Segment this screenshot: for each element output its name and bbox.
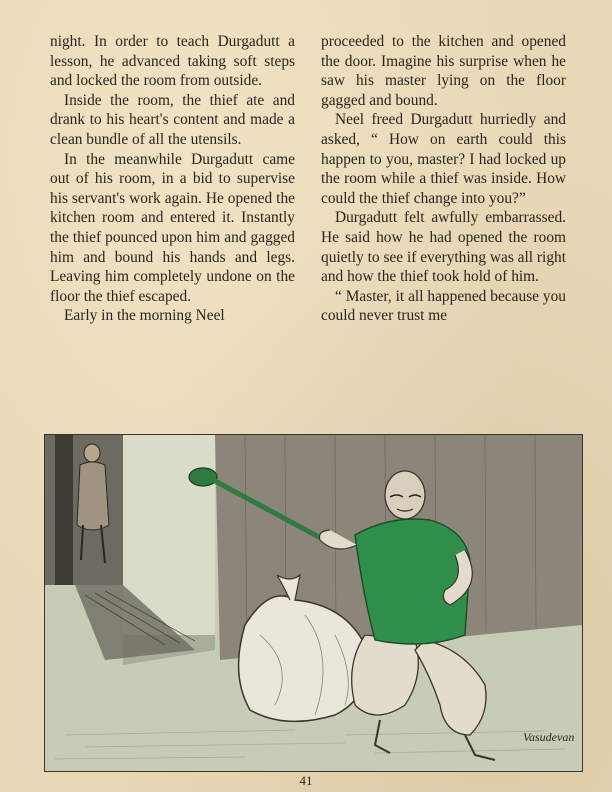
paragraph: Early in the morning Neel: [64, 307, 225, 325]
paragraph: In the meanwhile Durgadutt came out of his room, in a bid to supervise his servant's work again. He opened the kitchen room and entered it. Instantly the thief pounced upon him and gagged him and bound his hands and legs. Leaving him completely undone on the floor the thief escaped.: [50, 150, 295, 305]
paragraph: Durgadutt felt awfully embarrassed. He said how he had opened the room quietly to see if everything was all right and how the thief took hold of him.: [321, 209, 566, 286]
right-text-column: [321, 32, 566, 326]
paragraph: night. In order to teach Durgadutt a lesson, he advanced taking soft steps and locked the room from outside.: [50, 33, 295, 90]
artist-signature: Vasudevan: [523, 730, 575, 744]
story-illustration: [44, 434, 583, 772]
page-number: 41: [299, 773, 313, 788]
paragraph: Neel freed Durgadutt hurriedly and asked, “ How on earth could this happen to you, master? I had locked up the room while a thief was inside. How could the thief change into you?”: [321, 111, 566, 207]
thief-escaping-drawing: [45, 435, 582, 771]
left-text-column: [50, 32, 295, 326]
paragraph: “ Master, it all happened because you could never trust me: [321, 287, 566, 325]
paragraph: proceeded to the kitchen and opened the door. Imagine his surprise when he saw his master lying on the floor gagged and bound.: [321, 33, 566, 109]
paragraph: Inside the room, the thief ate and drank to his heart's content and made a clean bundle of all the utensils.: [50, 91, 295, 148]
